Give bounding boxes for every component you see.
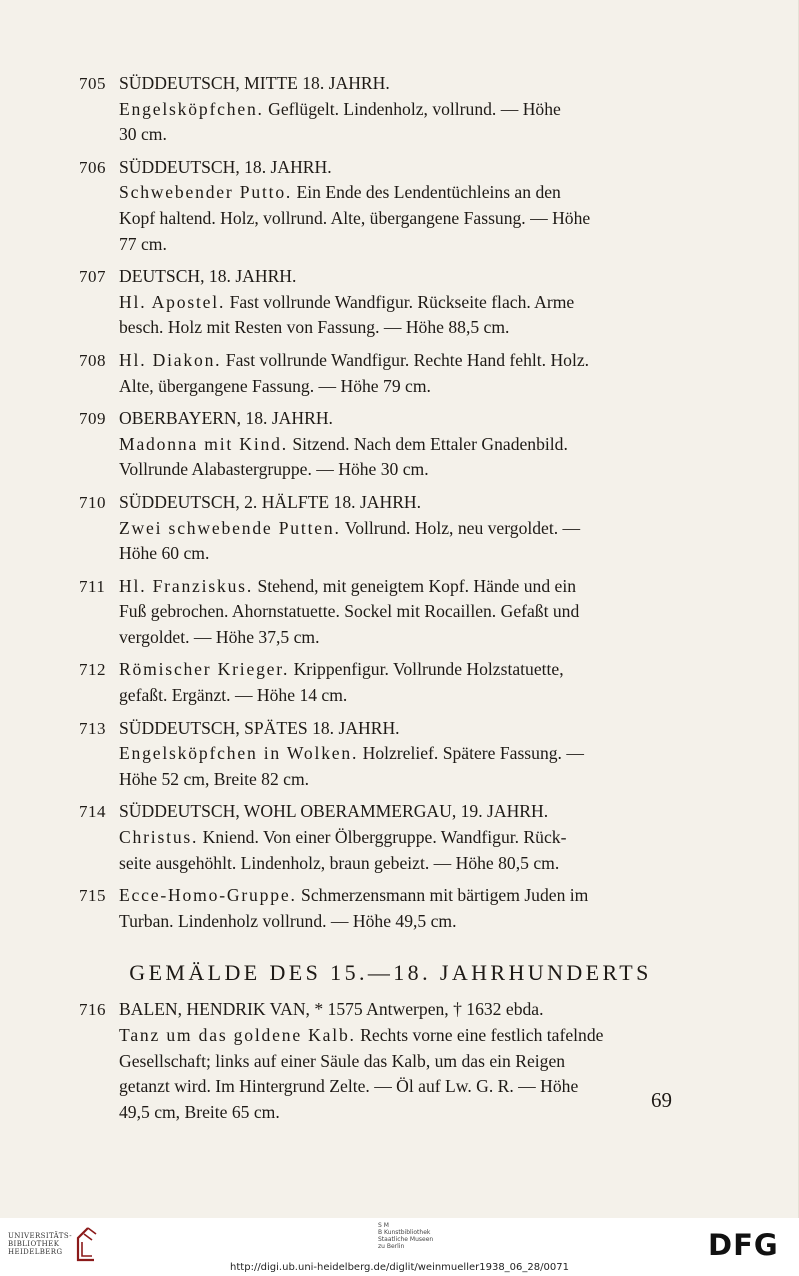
university-library-logo[interactable] — [8, 1224, 100, 1264]
lot-text-line — [119, 541, 689, 567]
lot-description: BALEN, HENDRIK VAN, * 1575 Antwerpen, † 1632 ebda. — [119, 999, 544, 1020]
lot-text-line — [119, 1100, 689, 1126]
lot-description: Stehend, mit geneigtem Kopf. Hände und ein — [257, 575, 577, 596]
lot-description: Höhe 52 cm, Breite 82 cm. — [119, 768, 310, 789]
lot-text-line — [119, 599, 689, 625]
lot-text-line — [119, 516, 689, 542]
section-heading: GEMÄLDE DES 15.—18. JAHRHUNDERTS — [129, 960, 652, 986]
lot-description: Vollrunde Alabastergruppe. — Höhe 30 cm. — [119, 459, 429, 480]
lot-title: Christus. — [119, 827, 199, 848]
lot-text-line — [119, 348, 689, 374]
lot-title: Hl. Apostel. — [119, 291, 226, 312]
lot-entry — [74, 716, 689, 793]
page-number: 69 — [651, 1088, 672, 1112]
lot-description: vergoldet. — Höhe 37,5 cm. — [119, 626, 320, 647]
lot-title: Zwei schwebende Putten. — [119, 517, 341, 538]
lot-description: Turban. Lindenholz vollrund. — Höhe 49,5 cm. — [119, 910, 457, 931]
lot-text-line — [119, 883, 689, 909]
lot-description: Vollrund. Holz, neu vergoldet. — — [344, 517, 581, 538]
lot-number: 713 — [79, 718, 106, 738]
lot-text-line — [119, 574, 689, 600]
lot-description: Ein Ende des Lendentüchleins an den — [296, 182, 561, 203]
university-library-logo-text: UNIVERSITÄTS- BIBLIOTHEK HEIDELBERG — [8, 1232, 73, 1256]
lot-text-line — [119, 71, 689, 97]
lot-description: Schmerzensmann mit bärtigem Juden im — [301, 885, 589, 906]
lot-text-line — [119, 406, 689, 432]
lot-entry — [74, 657, 689, 708]
lot-text-line — [119, 716, 689, 742]
lot-text-line — [119, 767, 689, 793]
kunstbibliothek-logo[interactable]: S M B Kunstbibliothek Staatliche Museen zu Berlin — [378, 1222, 434, 1250]
lot-entry — [74, 71, 689, 148]
lot-description: Fast vollrunde Wandfigur. Rechte Hand fehlt. Holz. — [225, 349, 590, 370]
lot-number: 715 — [79, 886, 106, 906]
lot-text-line — [119, 683, 689, 709]
lot-text-line — [119, 825, 689, 851]
lot-text-line — [119, 1023, 689, 1049]
lot-text-line — [119, 264, 689, 290]
lot-text-line — [119, 490, 689, 516]
lot-title: Engelsköpfchen. — [119, 98, 264, 119]
lot-description: SÜDDEUTSCH, SPÄTES 18. JAHRH. — [119, 717, 400, 738]
lot-title: Ecce-Homo-Gruppe. — [119, 885, 297, 906]
lot-number: 707 — [79, 267, 106, 287]
lot-text-line — [119, 657, 689, 683]
lot-description: Geflügelt. Lindenholz, vollrund. — Höhe — [268, 98, 561, 119]
lot-title: Römischer Krieger. — [119, 659, 290, 680]
lot-text-line — [119, 180, 689, 206]
lot-text-line — [119, 741, 689, 767]
lot-number: 708 — [79, 350, 106, 370]
lot-description: Fast vollrunde Wandfigur. Rückseite flach. Arme — [229, 291, 575, 312]
lot-description: SÜDDEUTSCH, MITTE 18. JAHRH. — [119, 73, 390, 93]
lot-description: seite ausgehöhlt. Lindenholz, braun gebeizt. — Höhe 80,5 cm. — [119, 852, 560, 873]
lot-text-line — [119, 997, 689, 1023]
lot-text-line — [119, 206, 689, 232]
lot-number: 705 — [79, 74, 106, 93]
lot-description: besch. Holz mit Resten von Fassung. — Höhe 88,5 cm. — [119, 317, 510, 338]
lot-entry — [74, 406, 689, 483]
lot-entry — [74, 997, 689, 1125]
lot-number: 712 — [79, 660, 106, 680]
lot-description: Kniend. Von einer Ölberggruppe. Wandfigur. Rück- — [202, 827, 567, 848]
lot-entry — [74, 155, 689, 257]
lot-description: getanzt wird. Im Hintergrund Zelte. — Öl auf Lw. G. R. — Höhe — [119, 1076, 579, 1097]
university-seal-icon — [74, 1226, 98, 1262]
lot-entry — [74, 490, 689, 567]
lot-number: 709 — [79, 409, 106, 429]
lot-description: Gesellschaft; links auf einer Säule das Kalb, um das ein Reigen — [119, 1050, 566, 1071]
lot-text-line — [119, 290, 689, 316]
lot-text-line — [119, 432, 689, 458]
lot-description: 77 cm. — [119, 233, 167, 254]
lot-description: Krippenfigur. Vollrunde Holzstatuette, — [293, 659, 564, 680]
lot-title: Tanz um das goldene Kalb. — [119, 1025, 356, 1045]
lot-title: Engelsköpfchen in Wolken. — [119, 743, 359, 764]
entries-list — [74, 71, 689, 1132]
lot-description: Höhe 60 cm. — [119, 543, 210, 564]
lot-description: SÜDDEUTSCH, 18. JAHRH. — [119, 156, 332, 177]
lot-title: Madonna mit Kind. — [119, 433, 288, 454]
lot-entry — [74, 574, 689, 651]
lot-text-line — [119, 232, 689, 258]
source-url[interactable]: http://digi.ub.uni-heidelberg.de/diglit/weinmueller1938_06_28/0071 — [230, 1262, 569, 1273]
lot-text-line — [119, 851, 689, 877]
lot-text-line — [119, 1074, 689, 1100]
lot-description: OBERBAYERN, 18. JAHRH. — [119, 408, 333, 429]
lot-number: 706 — [79, 157, 106, 177]
lot-list-paintings — [74, 997, 689, 1125]
lot-entry — [74, 883, 689, 934]
lot-number: 714 — [79, 802, 106, 822]
lot-list-sculpture — [74, 71, 689, 934]
lot-number: 711 — [79, 576, 106, 596]
lot-description: Rechts vorne eine festlich tafelnde — [360, 1025, 604, 1045]
lot-description: 30 cm. — [119, 124, 167, 145]
lot-number: 710 — [79, 492, 106, 512]
lot-description: DEUTSCH, 18. JAHRH. — [119, 266, 297, 287]
lot-text-line — [119, 799, 689, 825]
lot-text-line — [119, 122, 689, 148]
lot-description: Alte, übergangene Fassung. — Höhe 79 cm. — [119, 375, 431, 396]
lot-number: 716 — [79, 1000, 106, 1020]
lot-text-line — [119, 315, 689, 341]
lot-entry — [74, 264, 689, 341]
lot-text-line — [119, 97, 689, 123]
lot-title: Hl. Franziskus. — [119, 575, 254, 596]
lot-title: Schwebender Putto. — [119, 182, 293, 203]
lot-entry — [74, 799, 689, 876]
dfg-logo[interactable]: DFG — [708, 1228, 779, 1262]
lot-description: Sitzend. Nach dem Ettaler Gnadenbild. — [292, 433, 568, 454]
lot-entry — [74, 348, 689, 399]
lot-description: Holzrelief. Spätere Fassung. — — [362, 743, 584, 764]
lot-text-line — [119, 1049, 689, 1075]
footer-bar — [0, 1218, 799, 1276]
lot-text-line — [119, 155, 689, 181]
lot-description: SÜDDEUTSCH, 2. HÄLFTE 18. JAHRH. — [119, 491, 422, 512]
lot-text-line — [119, 625, 689, 651]
lot-text-line — [119, 374, 689, 400]
lot-text-line — [119, 909, 689, 935]
lot-description: Kopf haltend. Holz, vollrund. Alte, übergangene Fassung. — Höhe — [119, 207, 591, 228]
lot-description: gefaßt. Ergänzt. — Höhe 14 cm. — [119, 685, 348, 706]
lot-text-line — [119, 457, 689, 483]
lot-description: Fuß gebrochen. Ahornstatuette. Sockel mit Rocaillen. Gefaßt und — [119, 601, 580, 622]
lot-title: Hl. Diakon. — [119, 349, 222, 370]
lot-description: 49,5 cm, Breite 65 cm. — [119, 1101, 280, 1122]
lot-description: SÜDDEUTSCH, WOHL OBERAMMERGAU, 19. JAHRH. — [119, 801, 549, 822]
